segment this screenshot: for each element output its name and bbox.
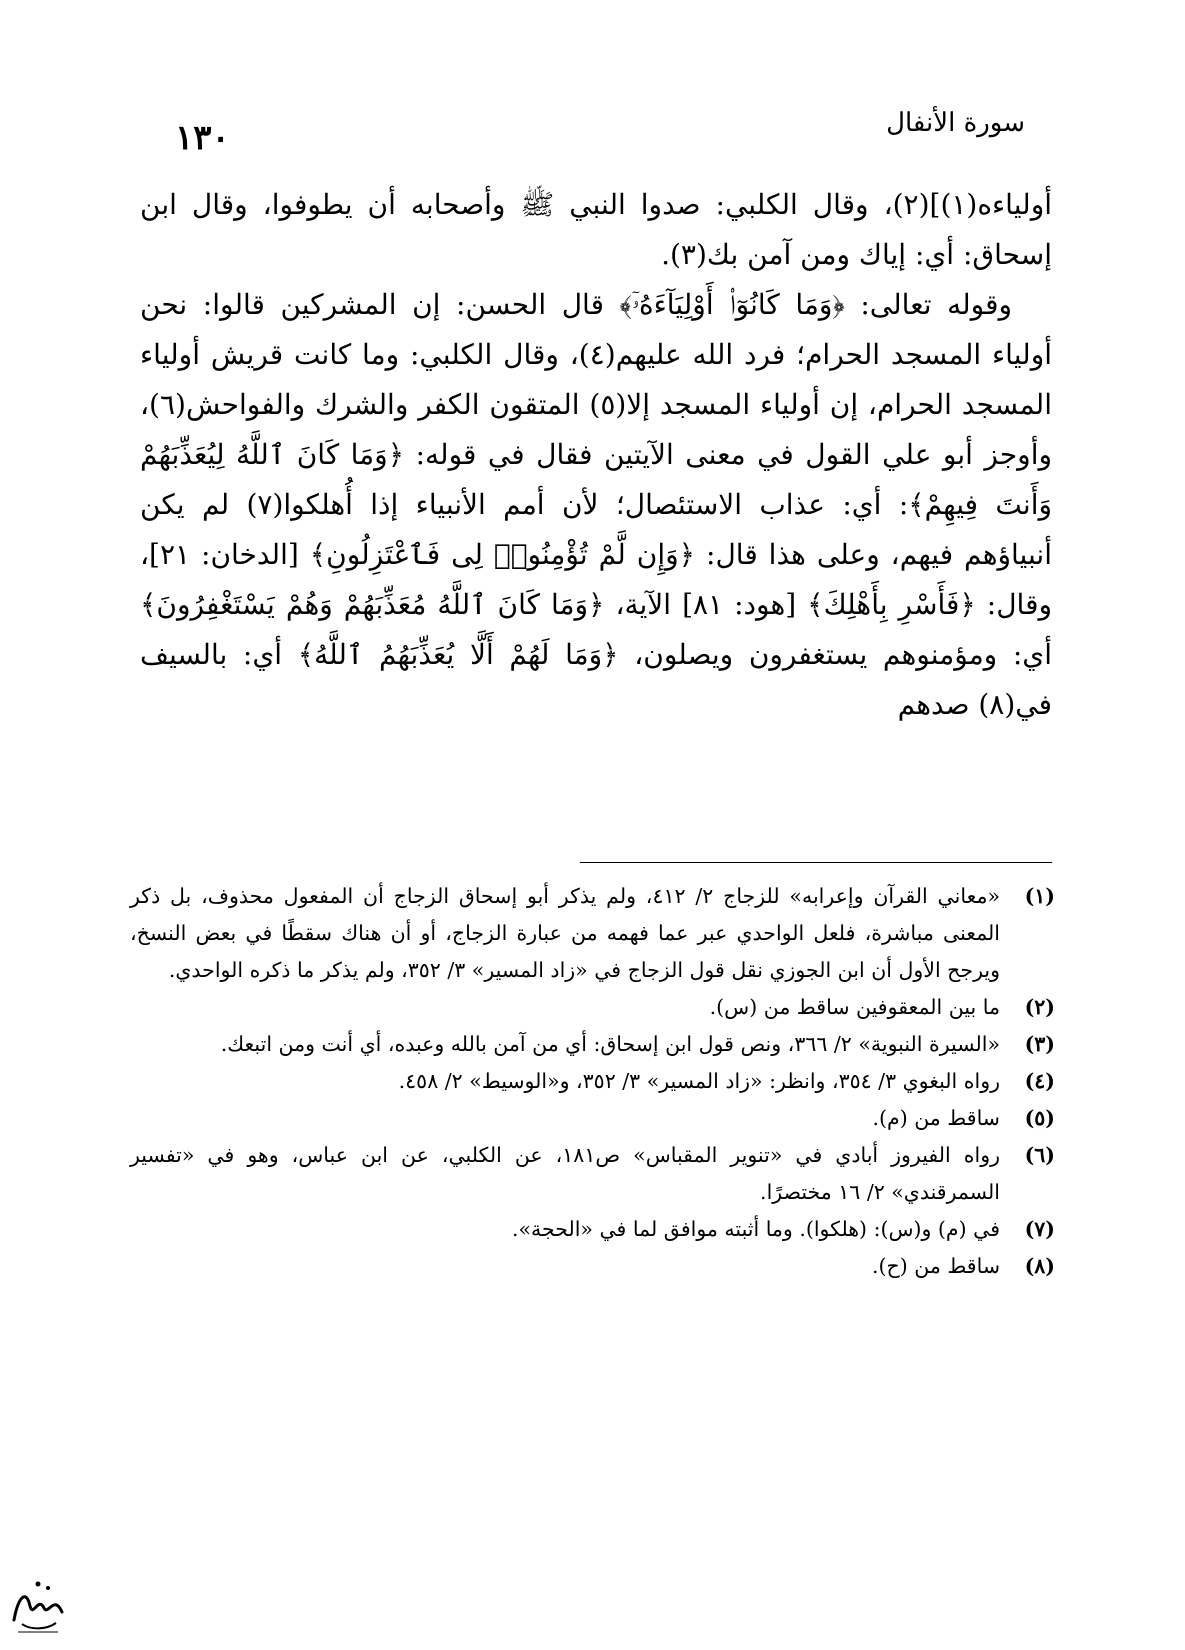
footnote-text: «معاني القرآن وإعرابه» للزجاج ٢/ ٤١٢، ولم يذكر أبو إسحاق الزجاج أن المفعول محذوف، بل ذكر المعنى مباشرة، فلعل الواحدي عبر عما فهمه من عبارة الزجاج، أو أن هناك سقطًا في بعض النسخ، ويرجح الأول أن ابن الجوزي نقل قول الزجاج في «زاد المسير» ٣/ ٣٥٢، ولم يذكر ما ذكره الواحدي. [130,884,1000,982]
footnote [130,1248,1055,1285]
footnote-text: «السيرة النبوية» ٢/ ٣٦٦، ونص قول ابن إسحاق: أي من آمن بالله وعبده، أي أنت ومن اتبعك. [220,1032,1000,1056]
paragraph: أولياءه(١)](٢)، وقال الكلبي: صدوا النبي ﷺ وأصحابه أن يطوفوا، وقال ابن إسحاق: أي: إياك ومن آمن بك(٣). [140,188,1052,271]
footnote-text: في (م) و(س): (هلكوا). وما أثبته موافق لما في «الحجة». [511,1217,1000,1241]
footnote-text: ساقط من (م). [872,1106,1000,1130]
footnote-number: (٤) [1024,1069,1055,1093]
footnote [130,1026,1055,1063]
footnote-number: (٢) [1024,995,1055,1019]
footnote-number: (٣) [1024,1032,1055,1056]
footnotes [130,878,1055,1285]
footnote-number: (٦) [1024,1143,1055,1167]
surah-title: سورة الأنفال [886,108,1025,138]
footnote-divider [580,862,1052,863]
footnote-number: (٨) [1024,1254,1055,1278]
footnote [130,1100,1055,1137]
footnote [130,878,1055,989]
page-header [135,100,1065,160]
footnote-number: (١) [1024,884,1055,908]
footnote-number: (٧) [1024,1217,1055,1241]
footnote-text: ساقط من (ح). [871,1254,1000,1278]
footnote-text: رواه الفيروز أبادي في «تنوير المقباس» ص١٨١، عن الكلبي، عن ابن عباس، وهو في «تفسير السمرقندي» ٢/ ١٦ مختصرًا. [130,1143,1001,1204]
footnote-number: (٥) [1024,1106,1055,1130]
page-number: ١٣٠ [175,118,230,158]
footnote [130,1211,1055,1248]
paragraph: وقوله تعالى: ﴿وَمَا كَانُوٓا۟ أَوْلِيَآءَهُۥٓ﴾ قال الحسن: إن المشركين قالوا: نحن أولياء المسجد الحرام؛ فرد الله عليهم(٤)، وقال الكلبي: وما كانت قريش أولياء المسجد الحرام، إن أولياء المسجد إلا(٥) المتقون الكفر والشرك والفواحش(٦)، وأوجز أبو علي القول في معنى الآيتين فقال في قوله: ﴿وَمَا كَانَ ٱللَّهُ لِيُعَذِّبَهُمْ وَأَنتَ فِيهِمْ﴾: أي: عذاب الاستئصال؛ لأن أمم الأنبياء إذا أُهلكوا(٧) لم يكن أنبياؤهم فيهم، وعلى هذا قال: ﴿وَإِن لَّمْ تُؤْمِنُوا۟ لِى فَٱعْتَزِلُونِ﴾ [الدخان: ٢١]، وقال: ﴿فَأَسْرِ بِأَهْلِكَ﴾ [هود: ٨١] الآية، ﴿وَمَا كَانَ ٱللَّهُ مُعَذِّبَهُمْ وَهُمْ يَسْتَغْفِرُونَ﴾ أي: ومؤمنوهم يستغفرون ويصلون، ﴿وَمَا لَهُمْ أَلَّا يُعَذِّبَهُمُ ٱللَّهُ﴾ أي: بالسيف في(٨) صدهم [140,288,1052,721]
main-text [140,180,1052,730]
footnote-text: رواه البغوي ٣/ ٣٥٤، وانظر: «زاد المسير» ٣/ ٣٥٢، و«الوسيط» ٢/ ٤٥٨. [398,1069,1000,1093]
footnote-text: ما بين المعقوفين ساقط من (س). [709,995,1000,1019]
footnote [130,1063,1055,1100]
library-logo-icon [8,1568,68,1638]
footnote [130,989,1055,1026]
footnote [130,1137,1055,1211]
